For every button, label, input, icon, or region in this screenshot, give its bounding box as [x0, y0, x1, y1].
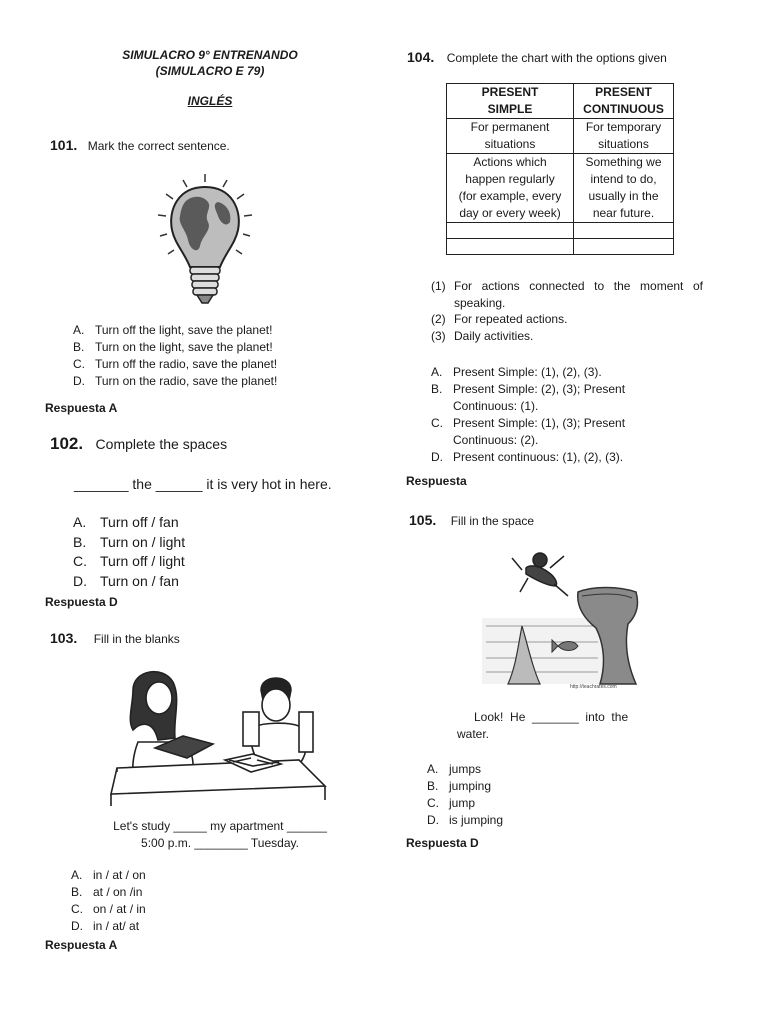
question-prompt: Complete the chart with the options given	[446, 51, 667, 65]
option-letter: B.	[73, 340, 85, 354]
option-a[interactable]	[73, 322, 333, 339]
cell-line: intend to do,	[590, 172, 657, 186]
chart-cell	[447, 119, 574, 154]
option-letter: C.	[73, 553, 87, 569]
question-105-options	[427, 761, 587, 829]
option-letter: A.	[427, 762, 439, 776]
cell-line: Something we	[585, 155, 662, 169]
option-c[interactable]	[73, 552, 273, 572]
chart-header-present-simple	[447, 84, 574, 119]
option-d[interactable]	[71, 918, 271, 935]
question-101-options	[73, 322, 333, 390]
option-text: is jumping	[449, 813, 504, 827]
option-letter: A.	[71, 868, 83, 882]
option-letter: D.	[431, 450, 443, 464]
item-number: (2)	[431, 312, 446, 326]
option-text: Present Simple: (1), (3); Present Continuous: (2).	[453, 416, 626, 447]
chart-empty-cell[interactable]	[574, 223, 674, 239]
option-letter: B.	[431, 382, 443, 396]
subject-title: INGLÉS	[187, 94, 233, 108]
question-105-sentence	[457, 709, 653, 743]
question-103-answer: Respuesta A	[45, 938, 118, 952]
image-credit: http://teachrates.com	[570, 684, 617, 690]
cell-line: usually in the	[588, 189, 659, 203]
item-2	[431, 311, 703, 328]
option-b[interactable]	[71, 884, 271, 901]
question-103-options	[71, 867, 271, 935]
lightbulb-globe-illustration	[150, 172, 260, 312]
item-text: Daily activities.	[454, 328, 534, 343]
item-text: For repeated actions.	[454, 312, 568, 326]
option-letter: C.	[71, 902, 83, 916]
option-letter: B.	[73, 533, 87, 550]
chart-header-row	[447, 84, 674, 119]
question-101-answer: Respuesta A	[45, 401, 118, 415]
option-text: Present Simple: (1), (2), (3).	[453, 365, 602, 379]
cell-line: happen regularly	[465, 172, 555, 186]
exam-subtitle: (SIMULACRO E 79)	[155, 64, 265, 78]
chart-cell	[574, 154, 674, 223]
sentence-line: Let's study _____ my apartment ______	[113, 819, 327, 833]
option-letter: D.	[71, 919, 83, 933]
option-text: Turn off the radio, save the planet!	[95, 357, 278, 371]
chart-empty-row[interactable]	[447, 239, 674, 255]
option-text: jump	[449, 796, 476, 810]
question-103-sentence	[100, 818, 340, 852]
option-text: Turn off / fan	[100, 514, 179, 530]
option-c[interactable]	[431, 415, 653, 449]
header-line: PRESENT	[481, 85, 539, 99]
question-number: 102.	[50, 434, 84, 453]
sentence-line: water.	[457, 727, 490, 741]
cell-line: For temporary	[585, 120, 662, 134]
question-104-heading	[407, 49, 667, 67]
tense-chart	[446, 83, 674, 255]
question-102-sentence: _______ the ______ it is very hot in here.	[74, 476, 332, 492]
option-c[interactable]	[73, 356, 333, 373]
option-letter: C.	[73, 357, 85, 371]
option-letter: C.	[431, 416, 443, 430]
cell-line: Actions which	[473, 155, 547, 169]
option-text: in / at/ at	[93, 919, 140, 933]
chart-empty-cell[interactable]	[447, 239, 574, 255]
header-line: PRESENT	[595, 85, 652, 99]
cell-line: For permanent	[470, 120, 550, 134]
exam-header	[95, 47, 325, 109]
cell-line: situations	[484, 137, 536, 151]
option-letter: A.	[73, 514, 87, 530]
chart-cell	[447, 154, 574, 223]
two-kids-studying-illustration	[103, 660, 333, 810]
option-text: in / at / on	[93, 868, 146, 882]
question-102-heading	[50, 434, 227, 454]
option-b[interactable]	[73, 533, 273, 553]
option-letter: C.	[427, 796, 439, 810]
chart-empty-cell[interactable]	[574, 239, 674, 255]
question-103-heading	[50, 630, 180, 648]
chart-cell	[574, 119, 674, 154]
sentence-line: 5:00 p.m. ________ Tuesday.	[141, 836, 299, 850]
option-b[interactable]	[73, 339, 333, 356]
option-text: Turn off the light, save the planet!	[95, 323, 273, 337]
item-1	[431, 278, 703, 311]
option-text: Present continuous: (1), (2), (3).	[453, 450, 624, 464]
option-text: jumping	[449, 779, 492, 793]
option-d[interactable]	[427, 812, 587, 829]
question-number: 103.	[50, 630, 78, 646]
option-letter: D.	[73, 374, 85, 388]
option-letter: A.	[431, 365, 443, 379]
item-text: For actions connected to the moment of speaking.	[454, 279, 703, 310]
option-a[interactable]	[427, 761, 587, 778]
option-text: Turn off / light	[100, 553, 185, 569]
option-d[interactable]	[73, 572, 273, 592]
boy-jumping-off-cliff-illustration	[478, 546, 644, 692]
question-prompt: Fill in the space	[450, 514, 535, 528]
cell-line: day or every week)	[459, 206, 561, 220]
option-letter: B.	[427, 779, 439, 793]
option-c[interactable]	[427, 795, 587, 812]
option-text: jumps	[449, 762, 482, 776]
question-102-answer: Respuesta D	[45, 595, 118, 609]
option-a[interactable]	[431, 364, 653, 381]
option-text: Turn on the radio, save the planet!	[95, 374, 278, 388]
header-line: SIMPLE	[487, 102, 533, 116]
chart-header-present-continuous	[574, 84, 674, 119]
question-number: 105.	[409, 512, 437, 528]
option-text: Turn on the light, save the planet!	[95, 340, 273, 354]
item-number: (1)	[431, 279, 446, 293]
option-letter: B.	[71, 885, 83, 899]
question-104-options	[431, 364, 653, 466]
question-number: 104.	[407, 49, 435, 65]
option-text: Present Simple: (2), (3); Present Continuous: (1).	[453, 382, 626, 413]
option-a[interactable]	[73, 513, 273, 533]
option-d[interactable]	[431, 449, 653, 466]
cell-line: (for example, every	[458, 189, 562, 203]
option-text: Turn on / light	[100, 533, 186, 550]
item-number: (3)	[431, 328, 446, 343]
option-b[interactable]	[427, 778, 587, 795]
chart-row	[447, 119, 674, 154]
question-prompt: Mark the correct sentence.	[87, 139, 230, 153]
cell-line: near future.	[592, 206, 655, 220]
option-a[interactable]	[71, 867, 271, 884]
sentence-line: Look! He _______ into the	[474, 710, 629, 724]
option-text: at / on /in	[93, 885, 143, 899]
question-104-answer: Respuesta	[406, 474, 467, 488]
option-letter: D.	[73, 572, 87, 589]
chart-empty-cell[interactable]	[447, 223, 574, 239]
header-line: CONTINUOUS	[583, 102, 664, 116]
question-prompt: Fill in the blanks	[93, 632, 180, 646]
question-105-heading	[409, 512, 534, 530]
cell-line: situations	[598, 137, 649, 151]
option-letter: A.	[73, 323, 85, 337]
option-text: on / at / in	[93, 902, 146, 916]
question-101-heading	[50, 137, 230, 155]
option-text: Turn on / fan	[100, 572, 179, 589]
question-102-options	[73, 513, 273, 591]
question-105-answer: Respuesta D	[406, 836, 479, 850]
option-c[interactable]	[71, 901, 271, 918]
option-d[interactable]	[73, 373, 333, 390]
chart-row	[447, 154, 674, 223]
item-3	[431, 328, 703, 345]
question-prompt: Complete the spaces	[95, 436, 228, 452]
option-b[interactable]	[431, 381, 653, 415]
exam-title: SIMULACRO 9° ENTRENANDO	[122, 48, 298, 62]
question-104-items	[431, 278, 703, 344]
option-letter: D.	[427, 813, 439, 827]
question-number: 101.	[50, 137, 78, 153]
chart-empty-row[interactable]	[447, 223, 674, 239]
